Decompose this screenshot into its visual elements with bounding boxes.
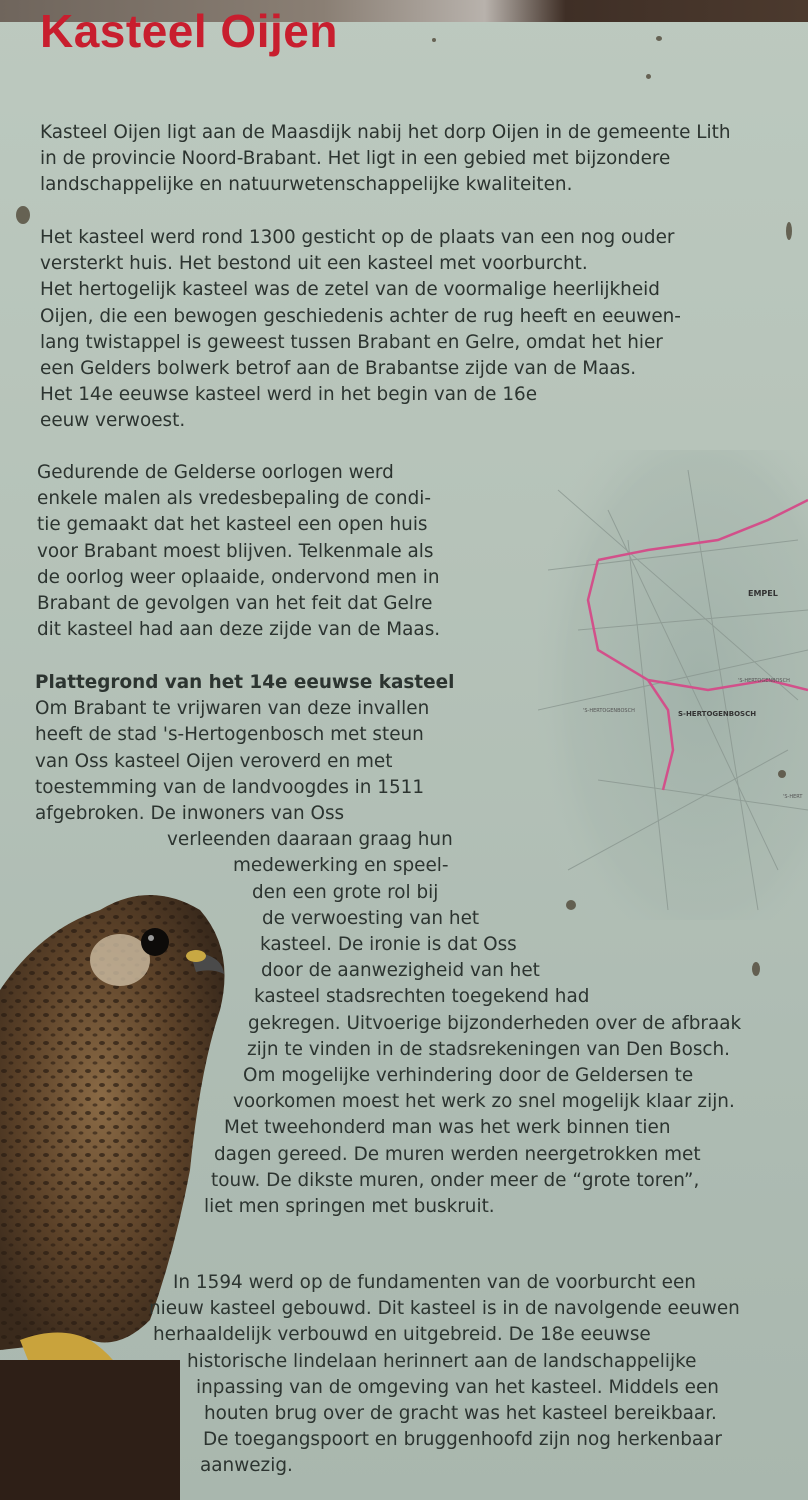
text-line: medewerking en speel-	[233, 855, 449, 877]
text-line: Om mogelijke verhindering door de Geldersen te	[243, 1065, 694, 1087]
text-line: historische lindelaan herinnert aan de landschappelijke	[187, 1350, 697, 1372]
text-line: dagen gereed. De muren werden neergetrokken met	[214, 1143, 701, 1165]
text-line: touw. De dikste muren, onder meer de “grote toren”,	[211, 1169, 700, 1191]
stain-spot	[432, 38, 436, 42]
text-line: verleenden daaraan graag hun	[167, 829, 453, 851]
paragraph-nieuw-kasteel	[0, 1270, 740, 1480]
text-line: Het kasteel werd rond 1300 gesticht op de plaats van een nog ouder	[40, 227, 675, 248]
map-label-hertogenbosch: S-HERTOGENBOSCH	[678, 710, 757, 718]
text-line: Brabant de gevolgen van het feit dat Gelre	[37, 593, 433, 615]
text-line: toestemming van de landvoogdes in 1511	[35, 776, 425, 798]
text-line: zijn te vinden in de stadsrekeningen van Den Bosch.	[247, 1038, 731, 1060]
stain-spot	[778, 770, 786, 778]
text-line: enkele malen als vredesbepaling de condi-	[37, 488, 431, 510]
text-line: gekregen. Uitvoerige bijzonderheden over de afbraak	[248, 1012, 742, 1034]
text-line: den een grote rol bij	[252, 881, 439, 903]
section-heading: Plattegrond van het 14e eeuwse kasteel	[35, 672, 455, 693]
text-line: liet men springen met buskruit.	[204, 1196, 495, 1218]
text-line: in de provincie Noord-Brabant. Het ligt in een gebied met bijzondere	[40, 148, 671, 170]
paragraph-history	[40, 225, 681, 435]
text-line: Kasteel Oijen ligt aan de Maasdijk nabij het dorp Oijen in de gemeente Lith	[40, 122, 731, 143]
text-line: Gedurende de Gelderse oorlogen werd	[37, 462, 394, 483]
map-label-hert: 'S-HERT	[783, 794, 803, 800]
paragraph-plattegrond	[35, 670, 741, 1220]
text-line: nieuw kasteel gebouwd. Dit kasteel is in de navolgende eeuwen	[149, 1298, 740, 1320]
text-line: Oijen, die een bewogen geschiedenis achter de rug heeft en eeuwen-	[40, 305, 681, 327]
text-line: heeft de stad 's-Hertogenbosch met steun	[35, 724, 424, 746]
sign-title: Kasteel Oijen	[40, 5, 338, 57]
stain-spot	[16, 206, 30, 224]
text-line: voor Brabant moest blijven. Telkenmale als	[37, 540, 434, 562]
text-line: In 1594 werd op de fundamenten van de voorburcht een	[173, 1272, 696, 1293]
text-line: Met tweehonderd man was het werk binnen tien	[224, 1117, 671, 1139]
map-label-hertogenbosch-east: 'S-HERTOGENBOSCH	[738, 678, 790, 684]
text-line: door de aanwezigheid van het	[261, 960, 540, 982]
text-line: landschappelijke en natuurwetenschappelijke kwaliteiten.	[40, 174, 573, 196]
paragraph-intro	[40, 120, 731, 199]
text-line: voorkomen moest het werk zo snel mogelijk klaar zijn.	[233, 1091, 735, 1113]
stain-spot	[656, 36, 662, 41]
text-line: eeuw verwoest.	[40, 410, 186, 432]
paragraph-gelderse-oorlogen	[37, 460, 440, 643]
text-line: de oorlog weer oplaaide, ondervond men in	[37, 566, 440, 588]
stain-spot	[646, 74, 651, 79]
text-line: dit kasteel had aan deze zijde van de Maas.	[37, 619, 441, 641]
map-label-hertogenbosch-west: 'S-HERTOGENBOSCH	[583, 708, 635, 714]
map-label-empel: EMPEL	[748, 589, 778, 598]
text-line: lang twistappel is geweest tussen Brabant en Gelre, omdat het hier	[40, 331, 663, 353]
text-line: aanwezig.	[200, 1455, 293, 1477]
text-line: afgebroken. De inwoners van Oss	[35, 803, 345, 825]
text-line: kasteel stadsrechten toegekend had	[254, 986, 590, 1008]
text-line: de verwoesting van het	[262, 907, 480, 929]
text-line: van Oss kasteel Oijen veroverd en met	[35, 750, 393, 772]
text-line: Om Brabant te vrijwaren van deze invallen	[35, 698, 430, 720]
stain-spot	[786, 222, 792, 240]
stain-spot	[752, 962, 760, 976]
text-line: tie gemaakt dat het kasteel een open huis	[37, 514, 428, 536]
text-line: Het hertogelijk kasteel was de zetel van de voormalige heerlijkheid	[40, 279, 660, 301]
text-line: De toegangspoort en bruggenhoofd zijn nog herkenbaar	[203, 1429, 722, 1451]
text-line: een Gelders bolwerk betrof aan de Brabantse zijde van de Maas.	[40, 358, 637, 380]
text-line: versterkt huis. Het bestond uit een kasteel met voorburcht.	[40, 253, 588, 275]
text-line: herhaaldelijk verbouwd en uitgebreid. De 18e eeuwse	[153, 1324, 651, 1346]
text-line: inpassing van de omgeving van het kasteel. Middels een	[196, 1376, 719, 1398]
text-line: houten brug over de gracht was het kasteel bereikbaar.	[204, 1403, 717, 1425]
text-line: kasteel. De ironie is dat Oss	[260, 934, 517, 956]
text-line: Het 14e eeuwse kasteel werd in het begin van de 16e	[40, 384, 538, 406]
